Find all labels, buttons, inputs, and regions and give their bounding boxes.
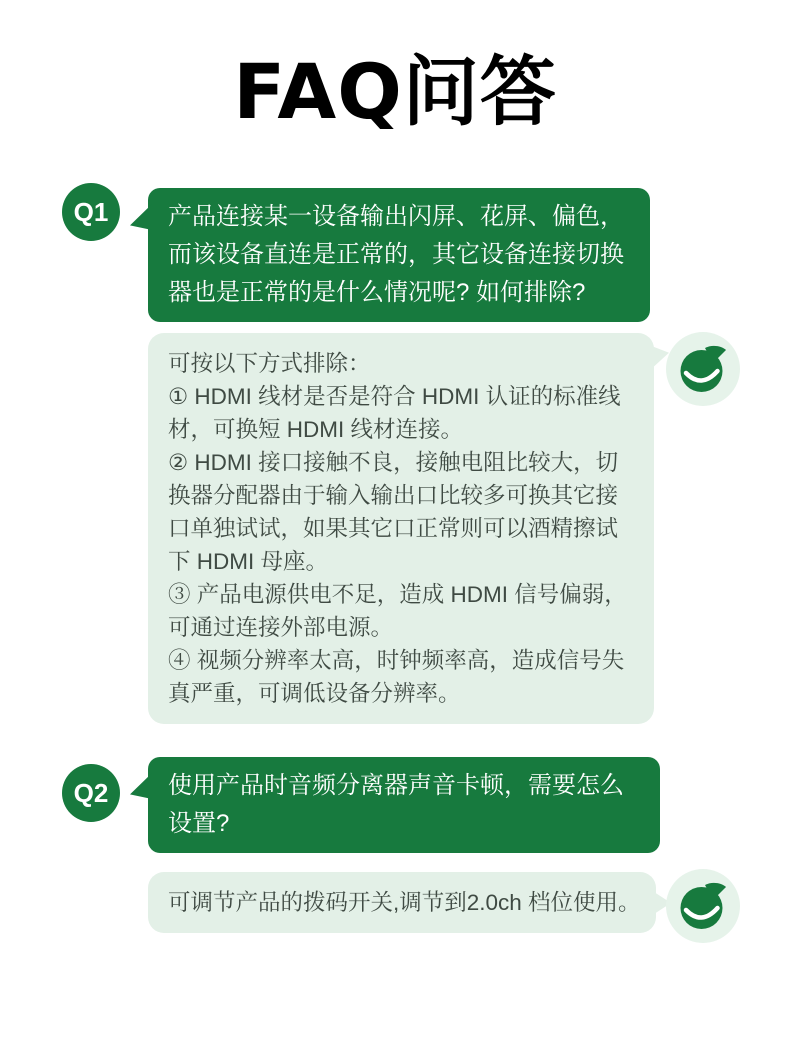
q1-answer-bubble xyxy=(148,333,654,724)
q2-question-bubble xyxy=(148,757,660,853)
q2-answer-line: 可调节产品的拨码开关,调节到2.0ch 档位使用。 xyxy=(168,890,641,915)
q1-answer-line: 可通过连接外部电源。 xyxy=(168,615,394,640)
q1-answer-line: 下 HDMI 母座。 xyxy=(168,549,328,574)
q2-badge: Q2 xyxy=(62,764,120,822)
q1-answer-line: 换器分配器由于输入输出口比较多可换其它接 xyxy=(168,483,619,508)
q1-answer-line: 口单独试试，如果其它口正常则可以酒精擦试 xyxy=(168,516,619,541)
q1-answer-line: ③ 产品电源供电不足，造成 HDMI 信号偏弱， xyxy=(168,582,627,607)
brand-smile-logo-icon xyxy=(679,882,727,930)
q1-question-line: 产品连接某一设备输出闪屏、花屏、偏色， xyxy=(168,203,624,230)
q1-answer-line: ① HDMI 线材是否是符合 HDMI 认证的标准线 xyxy=(168,384,621,409)
q1-answer-line: 材，可换短 HDMI 线材连接。 xyxy=(168,417,463,442)
q2-question-line: 设置? xyxy=(168,810,230,837)
q1-answer-line: 可按以下方式排除： xyxy=(168,351,371,376)
q1-question-bubble xyxy=(148,188,650,322)
q1-question-line: 而该设备直连是正常的，其它设备连接切换 xyxy=(168,241,624,268)
q1-answer-line: ④ 视频分辨率太高，时钟频率高，造成信号失 xyxy=(168,648,625,673)
q1-answer-line: ② HDMI 接口接触不良，接触电阻比较大，切 xyxy=(168,450,619,475)
brand-avatar xyxy=(666,332,740,406)
q1-answer-line: 真严重，可调低设备分辨率。 xyxy=(168,681,461,706)
page-title: FAQ问答 xyxy=(233,47,557,136)
q1-question-line: 器也是正常的是什么情况呢? 如何排除? xyxy=(168,279,586,306)
q2-question-line: 使用产品时音频分离器声音卡顿，需要怎么 xyxy=(168,772,624,799)
brand-avatar xyxy=(666,869,740,943)
q2-answer-bubble xyxy=(148,872,656,933)
q1-badge: Q1 xyxy=(62,183,120,241)
brand-smile-logo-icon xyxy=(679,345,727,393)
